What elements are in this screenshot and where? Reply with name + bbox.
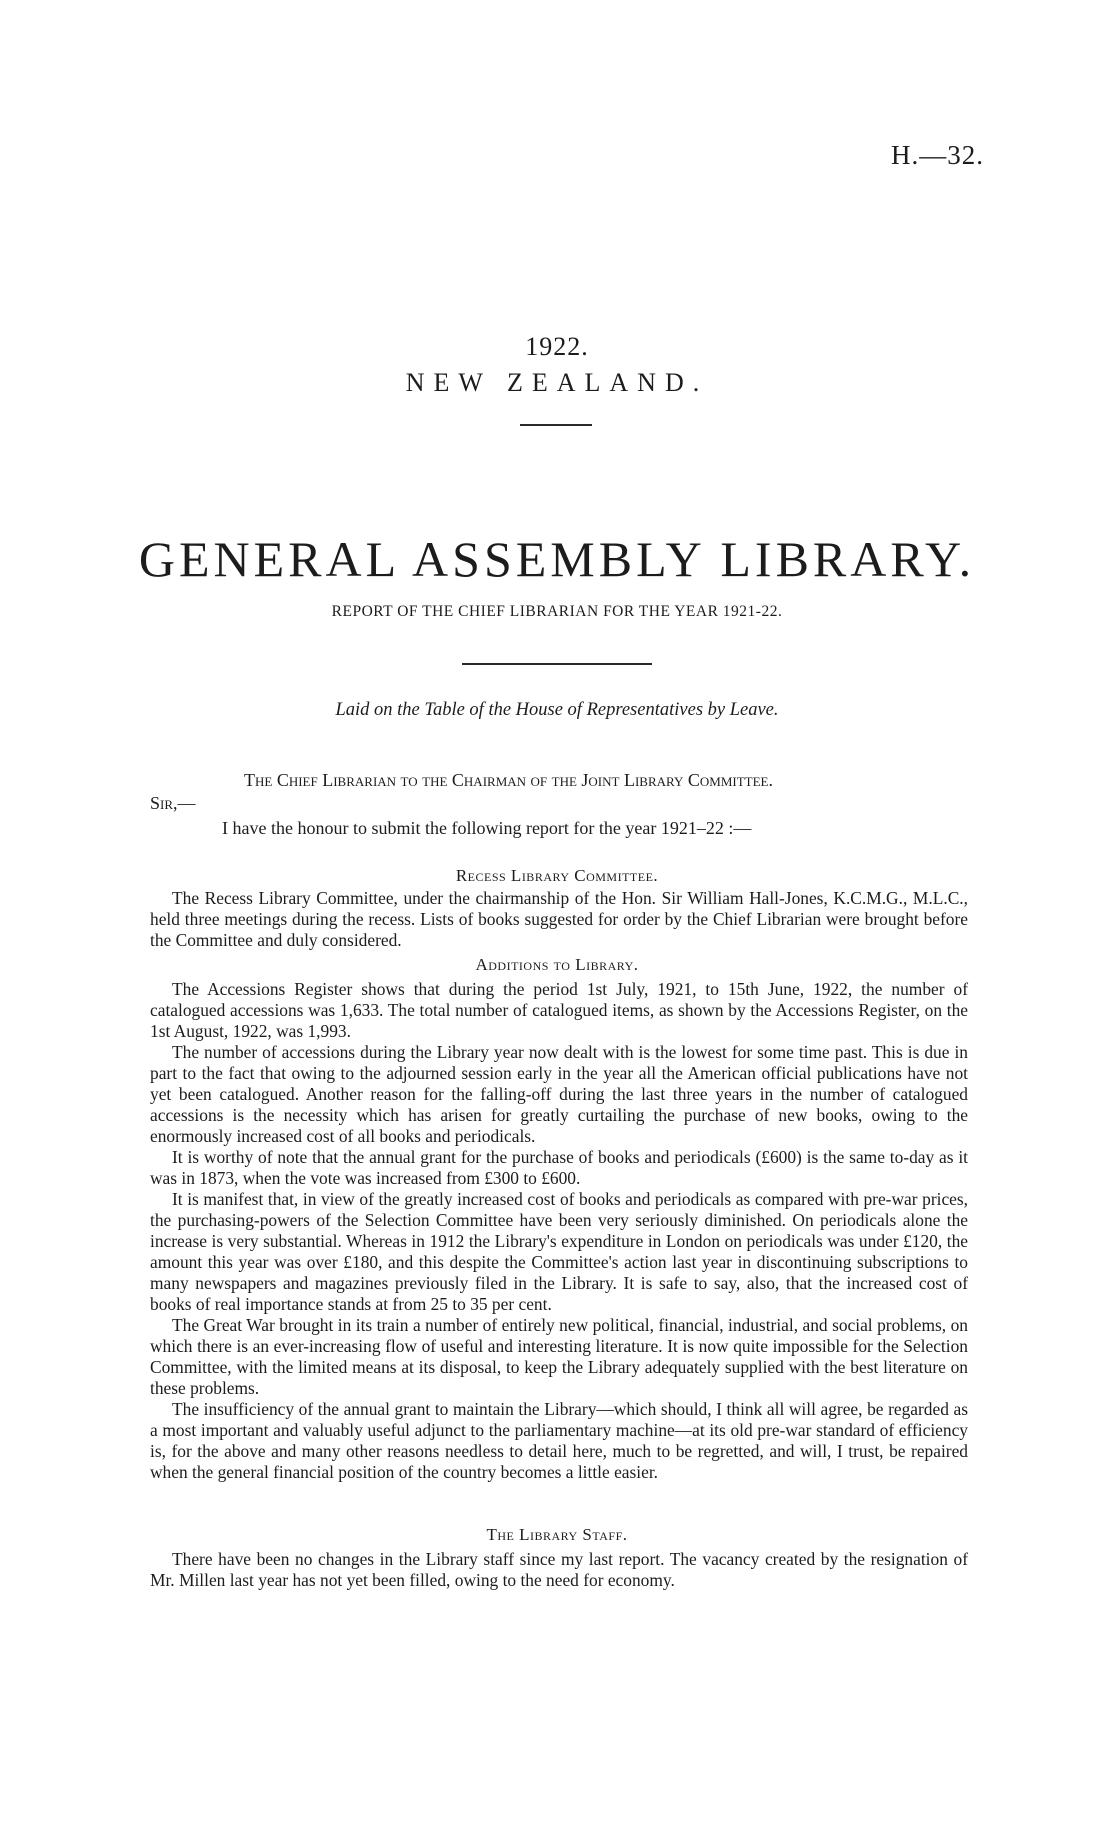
letter-address-line: The Chief Librarian to the Chairman of the Joint Library Committee. (244, 770, 773, 790)
paragraph: The Accessions Register shows that during the period 1st July, 1921, to 15th June, 1922, the number of catalogued accessions was 1,633. The total number of catalogued items, as shown by the Accessions Register, on the 1st August, 1922, was 1,993. (150, 979, 968, 1041)
paragraph: The Great War brought in its train a number of entirely new political, financial, industrial, and social problems, on which there is an ever-increasing flow of useful and interesting literature. It is now quite impossible for the Selection Committee, with the limited means at its disposal, to keep the Library adequately supplied with the best literature on these problems. (150, 1315, 968, 1398)
letter-intro: I have the honour to submit the following report for the year 1921–22 :— (222, 818, 752, 838)
section-heading-library-staff: The Library Staff. (486, 1525, 628, 1544)
year-heading: 1922. (525, 332, 589, 361)
divider-rule (462, 663, 652, 665)
section-body-additions (150, 979, 968, 1483)
letter-salutation: Sir,— (150, 793, 196, 813)
document-subtitle: REPORT OF THE CHIEF LIBRARIAN FOR THE YEAR 1921-22. (331, 603, 783, 620)
divider-rule (520, 424, 592, 426)
document-number: H.—32. (891, 140, 984, 170)
section-heading-recess-committee: Recess Library Committee. (455, 866, 659, 885)
paragraph: The insufficiency of the annual grant to maintain the Library—which should, I think all will agree, be regarded as a most important and valuably useful adjunct to the parliamentary machine—at its old pre-war standard of efficiency is, for the above and many other reasons needless to detail here, much to be regretted, and will, I trust, be repaired when the general financial position of the country becomes a little easier. (150, 1399, 968, 1482)
paragraph: There have been no changes in the Library staff since my last report. The vacancy created by the resignation of Mr. Millen last year has not yet been filled, owing to the need for economy. (150, 1549, 968, 1590)
section-heading-additions: Additions to Library. (475, 955, 639, 974)
section-body-library-staff (150, 1549, 968, 1591)
laid-on-table-note: Laid on the Table of the House of Representatives by Leave. (335, 700, 779, 720)
paragraph: The Recess Library Committee, under the chairmanship of the Hon. Sir William Hall-Jones, K.C.M.G., M.L.C., held three meetings during the recess. Lists of books suggested for order by the Chief Librarian were brought before the Committee and duly considered. (150, 888, 968, 950)
paragraph: It is manifest that, in view of the greatly increased cost of books and periodicals as compared with pre-war prices, the purchasing-powers of the Selection Committee have been very seriously diminished. On periodicals alone the increase is very substantial. Whereas in 1912 the Library's expenditure in London on periodicals was under £120, the amount this year was over £180, and this despite the Committee's action last year in discontinuing subscriptions to many newspapers and magazines previously filed in the Library. It is safe to say, also, that the increased cost of books of real importance stands at from 25 to 35 per cent. (150, 1189, 968, 1314)
paragraph: The number of accessions during the Library year now dealt with is the lowest for some time past. This is due in part to the fact that owing to the adjourned session early in the year all the American official publications have not yet been catalogued. Another reason for the falling-off during the last three years in the number of catalogued accessions is the necessity which has arisen for greatly curtailing the purchase of new books, owing to the enormously increased cost of all books and periodicals. (150, 1042, 968, 1146)
country-heading: NEW ZEALAND. (405, 368, 709, 397)
paragraph: It is worthy of note that the annual grant for the purchase of books and periodicals (£600) is the same to-day as it was in 1873, when the vote was increased from £300 to £600. (150, 1147, 968, 1188)
document-title: GENERAL ASSEMBLY LIBRARY. (138, 531, 976, 587)
section-body-recess-committee (150, 888, 968, 951)
